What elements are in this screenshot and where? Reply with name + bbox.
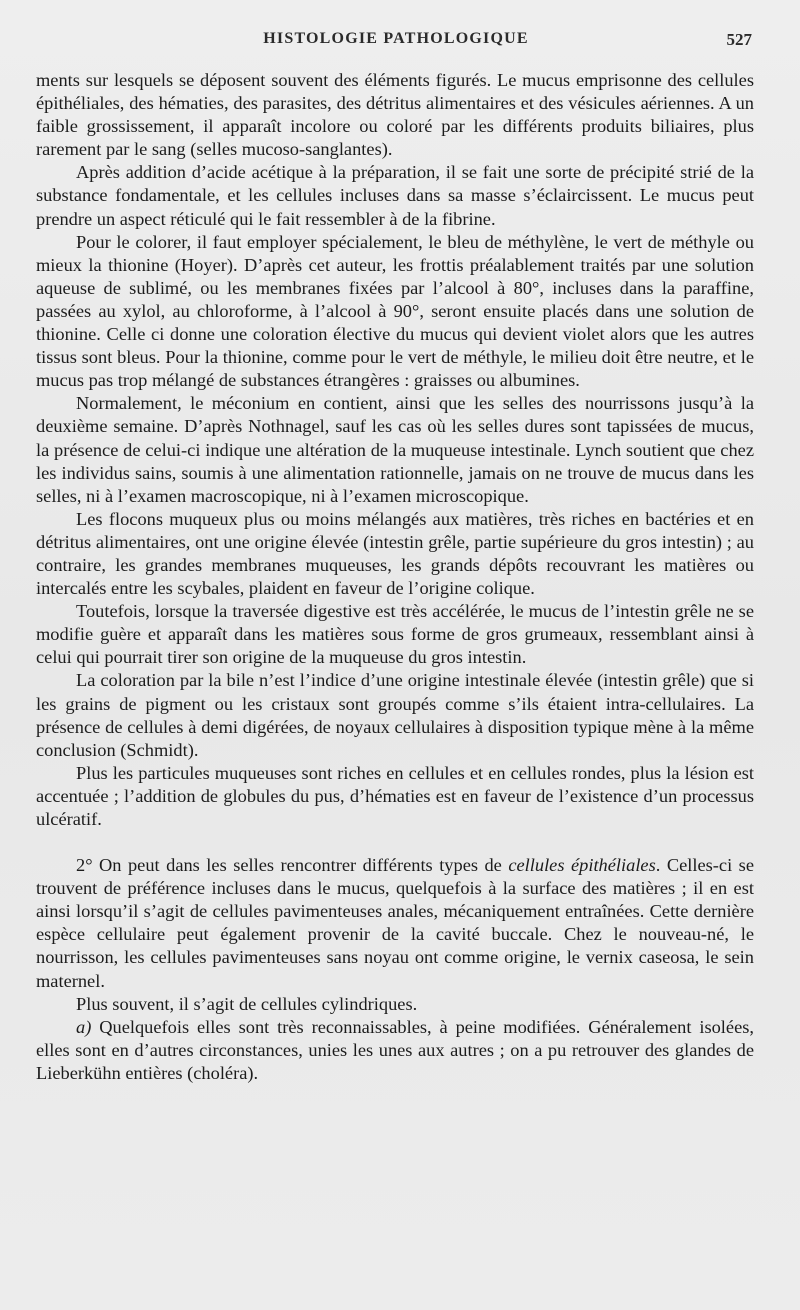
paragraph-acetic-acid: Après addition d’acide acétique à la préparation, il se fait une sorte de précipité strié de la substance fondamentale, et les cellules incluses dans sa masse s’éclaircissent. Le mucus peut prendre un aspect réticulé qui le fait ressembler à de la fibrine. bbox=[36, 162, 754, 229]
paragraph-meconium: Normalement, le méconium en contient, ainsi que les selles des nourrissons jusqu’à la deuxième semaine. D’après Nothnagel, sauf les cas où les selles dures sont tapissées de mucus, la présence de celui-ci indique une altération de la muqueuse intestinale. Lynch soutient que chez les individus sains, soumis à une alimentation rationnelle, jamais on ne trouve de mucus dans les selles, ni à l’examen macroscopique, ni à l’examen microscopique. bbox=[36, 393, 754, 506]
section-lead: 2° On peut dans les selles rencontrer différents types de bbox=[76, 855, 509, 876]
paragraph-bile-coloration: La coloration par la bile n’est l’indice d’une origine intestinale élevée (intestin grêle) que si les grains de pigment ou les cristaux sont groupés comme s’ils étaient intra-cellulaires. La présence de cellules à demi digérées, de noyaux cellulaires à disposition typique mène à la même conclusion (Schmidt). bbox=[36, 670, 754, 760]
paragraph-continuation: ments sur lesquels se déposent souvent des éléments figurés. Le mucus emprisonne des cellules épithéliales, des hématies, des parasites, des détritus alimentaires et des vésicules aériennes. A un faible grossissement, il apparaît incolore ou coloré par les différents produits biliaires, plus rarement par le sang (selles mucoso-sanglantes). bbox=[36, 70, 754, 160]
paragraph-cylindrical-cells: Plus souvent, il s’agit de cellules cylindriques. bbox=[76, 993, 418, 1014]
page-header bbox=[40, 30, 752, 56]
section-rest: . Celles-ci se trouvent de préférence incluses dans le mucus, quelquefois à la surface des matières ; il en est ainsi lorsqu’il s’agit de cellules pavimenteuses anales, mécaniquement entraînées. Cette dernière espèce cellulaire peut également provenir de la cavité buccale. Chez le nouveau-né, le nourrisson, les cellules pavimenteuses sans noyau ont comme origine, le vernix caseosa, le sein maternel. bbox=[36, 855, 755, 991]
paragraph-item-a bbox=[36, 1016, 754, 1085]
section-gap bbox=[36, 831, 754, 854]
item-a-label: a) bbox=[76, 1016, 92, 1037]
paragraph-epithelial-cells bbox=[36, 854, 754, 993]
body-text bbox=[36, 69, 754, 1085]
running-title: HISTOLOGIE PATHOLOGIQUE bbox=[263, 30, 529, 47]
paragraph-ulcerative-process: Plus les particules muqueuses sont riches en cellules et en cellules rondes, plus la lésion est accentuée ; l’addition de globules du pus, d’hématies est en faveur de l’existence d’un processus ulcératif. bbox=[36, 762, 754, 829]
italic-term: cellules épithéliales bbox=[508, 855, 656, 876]
paragraph-coloring: Pour le colorer, il faut employer spécialement, le bleu de méthylène, le vert de méthyle ou mieux la thionine (Hoyer). D’après cet auteur, les frottis préalablement traités par une solution aqueuse de sublimé, ou les membranes fixées par l’alcool à 80°, incluses dans la paraffine, passées au xylol, au chloroforme, à l’alcool à 90°, seront ensuite placés dans une solution de thionine. Celle ci donne une coloration élective du mucus qui devient violet alors que les autres tissus sont bleus. Pour la thionine, comme pour le vert de méthyle, le milieu doit être neutre, et le mucus pas trop mélangé de substances étrangères : graisses ou albumines. bbox=[36, 231, 754, 391]
item-a-text: Quelquefois elles sont très reconnaissables, à peine modifiées. Généralement isolées, elles sont en d’autres circonstances, unies les unes aux autres ; on a pu retrouver des glandes de Lieberkühn entières (choléra). bbox=[36, 1016, 754, 1083]
paragraph-digestive-transit: Toutefois, lorsque la traversée digestive est très accélérée, le mucus de l’intestin grêle ne se modifie guère et apparaît dans les matières sous forme de gros grumeaux, ressemblant ainsi à celui qui pourrait tirer son origine de la muqueuse du gros intestin. bbox=[36, 601, 754, 668]
page-number: 527 bbox=[726, 30, 752, 49]
paragraph-mucous-flakes: Les flocons muqueux plus ou moins mélangés aux matières, très riches en bactéries et en détritus alimentaires, ont une origine élevée (intestin grêle, partie supérieure du gros intestin) ; au contraire, les grandes membranes muqueuses, les grands dépôts recouvrant les matières ou intercalés entre les scybales, plaident en faveur de l’origine colique. bbox=[36, 508, 754, 599]
